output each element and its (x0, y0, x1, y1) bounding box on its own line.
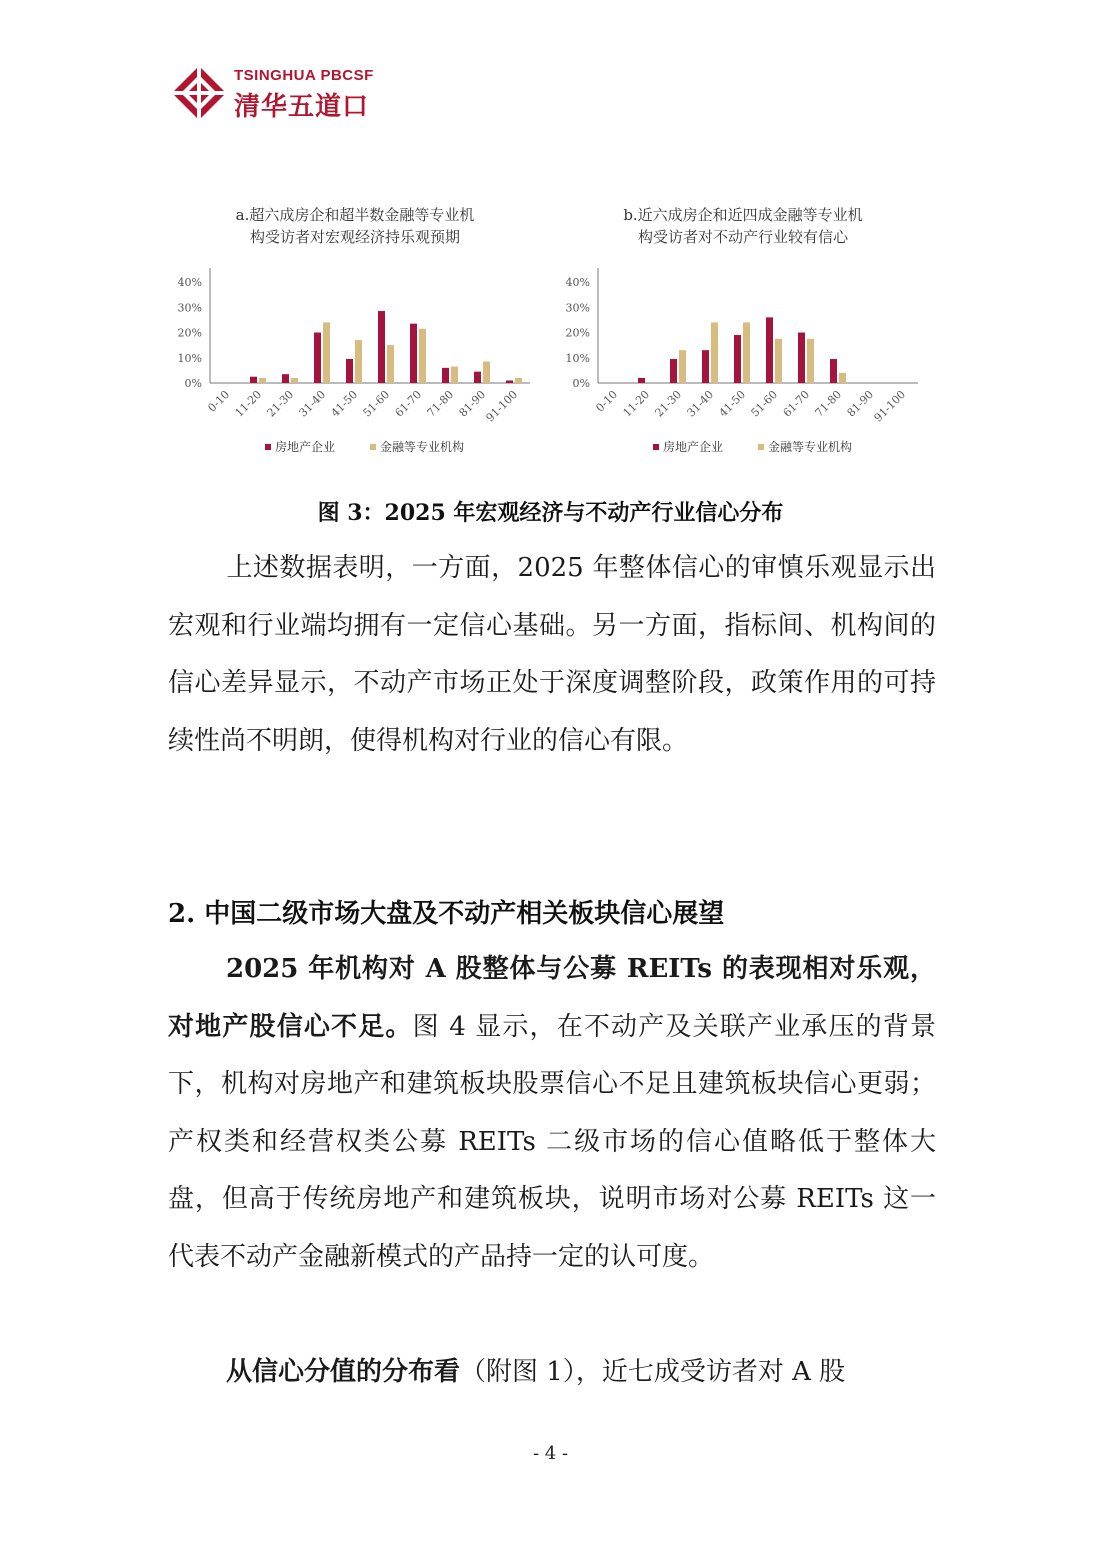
bar-financial (839, 373, 846, 383)
bar-financial (291, 378, 298, 383)
x-tick-label: 51-60 (748, 387, 781, 420)
bar-real-estate (250, 377, 257, 383)
bar-real-estate (474, 372, 481, 383)
x-tick-label: 0-10 (205, 387, 233, 415)
bar-financial (775, 339, 782, 383)
paragraph-3-text: （附图 1），近七成受访者对 A 股 (460, 1357, 846, 1387)
logo (170, 64, 400, 124)
legend-swatch (653, 444, 659, 450)
y-tick-label: 20% (177, 326, 202, 340)
bar-real-estate (378, 311, 385, 383)
paragraph-2-text: 图 4 显示，在不动产及关联产业承压的背景下，机构对房地产和建筑板块股票信心不足且建筑板块信心更弱；产权类和经营权类公募 REITs 二级市场的信心值略低于整体大盘，但高于传统房地产和建筑板块，说明市场对公募 REITs 这一代表不动产金融新模式的产品持一定的认可度。 (168, 1011, 936, 1272)
legend-swatch (370, 444, 376, 450)
x-tick-label: 31-40 (684, 387, 717, 420)
x-tick-label: 51-60 (360, 387, 393, 420)
bar-financial (743, 322, 750, 383)
x-tick-label: 81-90 (456, 387, 489, 420)
y-tick-label: 30% (177, 301, 202, 315)
bar-financial (419, 329, 426, 383)
bar-real-estate (702, 350, 709, 383)
x-tick-label: 21-30 (652, 387, 685, 420)
x-tick-label: 41-50 (328, 387, 361, 420)
y-tick-label: 40% (177, 276, 202, 289)
chart-title-line-2: 构受访者对不动产行业较有信心 (637, 228, 848, 246)
paragraph-1-text: 上述数据表明，一方面，2025 年整体信心的审慎乐观显示出宏观和行业端均拥有一定信心基础。另一方面，指标间、机构间的信心差异显示，不动产市场正处于深度调整阶段，政策作用的可持续性尚不明朗，使得机构对行业的信心有限。 (168, 553, 936, 756)
bar-financial (355, 340, 362, 383)
chart-title-line-1: a.超六成房企和超半数金融等专业机 (235, 206, 475, 224)
x-tick-label: 11-20 (232, 387, 265, 420)
bar-financial (711, 322, 718, 383)
x-tick-label: 0-10 (593, 387, 621, 415)
bar-financial (807, 339, 814, 383)
chart-macro-confidence (170, 200, 540, 470)
x-tick-label: 71-80 (812, 387, 845, 420)
bar-real-estate (734, 335, 741, 383)
bar-financial (387, 345, 394, 383)
chart-industry-confidence (558, 200, 928, 470)
legend-swatch (265, 444, 271, 450)
bar-real-estate (346, 359, 353, 383)
paragraph-2 (168, 941, 936, 1286)
paragraph-3 (168, 1344, 936, 1402)
bar-real-estate (506, 380, 513, 383)
y-tick-label: 10% (565, 351, 590, 365)
bar-real-estate (830, 359, 837, 383)
x-tick-label: 71-80 (424, 387, 457, 420)
chart-title (170, 204, 540, 248)
y-tick-label: 40% (565, 276, 590, 289)
x-tick-label: 91-100 (871, 387, 909, 425)
x-tick-label: 61-70 (392, 387, 425, 420)
paragraph-2-lead: 2025 年机构对 A 股整体与公募 REITs 的表现相对乐观，对地产股信心不足。 (168, 954, 936, 1042)
y-tick-label: 10% (177, 351, 202, 365)
legend-label: 房地产企业 (663, 440, 724, 454)
page-number: - 4 - (532, 1443, 569, 1464)
y-tick-label: 0% (572, 377, 590, 390)
y-tick-label: 20% (565, 326, 590, 340)
x-tick-label: 81-90 (844, 387, 877, 420)
x-tick-label: 21-30 (264, 387, 297, 420)
bar-financial (483, 362, 490, 383)
legend-label: 金融等专业机构 (768, 440, 853, 454)
legend-label: 房地产企业 (275, 440, 336, 454)
legend-label: 金融等专业机构 (380, 440, 465, 454)
chart-title-line-2: 构受访者对宏观经济持乐观预期 (249, 228, 460, 246)
bar-financial (451, 367, 458, 383)
figure-caption: 图 3：2025 年宏观经济与不动产行业信心分布 (317, 500, 784, 526)
y-tick-label: 0% (184, 377, 202, 390)
logo-text-en: TSINGHUA PBCSF (234, 67, 374, 84)
chart-title (558, 204, 928, 248)
x-tick-label: 41-50 (716, 387, 749, 420)
chart-title-line-1: b.近六成房企和近四成金融等专业机 (623, 206, 863, 224)
bar-real-estate (314, 333, 321, 384)
bar-real-estate (410, 324, 417, 383)
bar-real-estate (442, 368, 449, 383)
bar-real-estate (638, 378, 645, 383)
logo-mark-icon (170, 64, 228, 122)
bar-real-estate (798, 333, 805, 384)
paragraph-3-lead: 从信心分值的分布看 (226, 1357, 461, 1387)
bar-financial (515, 378, 522, 383)
bar-real-estate (766, 317, 773, 383)
x-tick-label: 61-70 (780, 387, 813, 420)
bar-real-estate (282, 374, 289, 383)
paragraph-1 (168, 540, 936, 770)
bar-financial (259, 378, 266, 383)
x-tick-label: 11-20 (620, 387, 653, 420)
x-tick-label: 31-40 (296, 387, 329, 420)
bar-financial (679, 350, 686, 383)
x-tick-label: 91-100 (483, 387, 521, 425)
legend-swatch (758, 444, 764, 450)
section-heading: 2. 中国二级市场大盘及不动产相关板块信心展望 (168, 899, 725, 929)
bar-financial (323, 322, 330, 383)
bar-real-estate (670, 359, 677, 383)
y-tick-label: 30% (565, 301, 590, 315)
logo-text-cn: 清华五道口 (234, 92, 370, 122)
